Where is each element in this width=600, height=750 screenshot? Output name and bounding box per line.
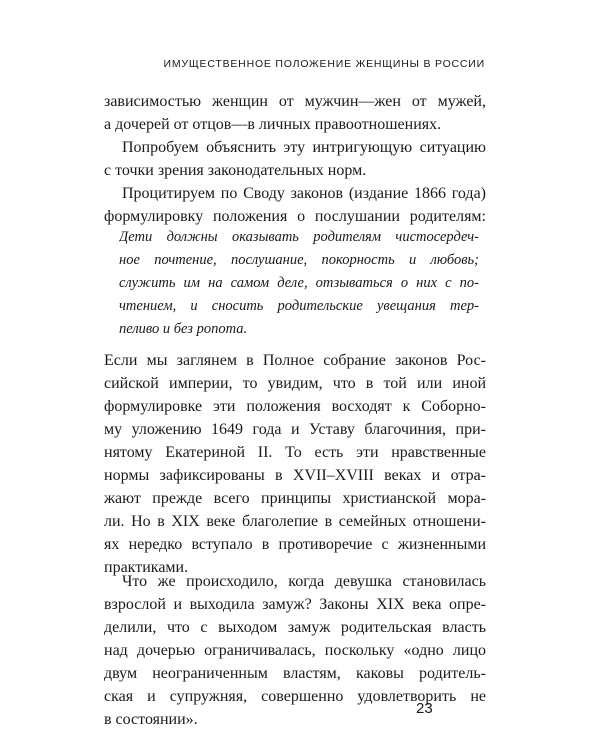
text-line: формулировке эти положения восходят к Соборно- [104,398,486,415]
text-line: в состоянии». [104,711,198,728]
quote-line: Дети должны оказывать родителям чистосердеч- [119,229,479,245]
quote-line: пеливо и без ропота. [119,321,248,337]
text-line: зависимостью женщин от мужчин—жен от мужей, [104,93,486,110]
quote-line: служить им на самом деле, отзываться о них с по- [119,275,479,291]
text-line: ях нередко вступало в противоречие с жизненными [104,536,486,553]
text-line: двум неограниченным властям, каковы родитель- [104,665,486,682]
text-line: практиками. [104,559,189,576]
quote-line: ное почтение, послушание, покорность и любовь; [119,252,479,268]
text-line: с точки зрения законодательных норм. [104,162,367,179]
quote-line: чтением, и сносить родительские увещания тер- [119,298,479,314]
paragraph-block-2 [104,349,486,579]
text-line: му уложению 1649 года и Уставу благочиния, при- [104,421,486,438]
text-line: взрослой и выходила замуж? Законы XIX века опре- [104,596,486,613]
quotation-block [119,226,479,341]
text-line: Процитируем по Своду законов (издание 1866 года) [122,185,486,202]
text-line: нормы зафиксированы в XVII–XVIII веках и отра- [104,467,486,484]
running-header: ИМУЩЕСТВЕННОЕ ПОЛОЖЕНИЕ ЖЕНЩИНЫ В РОССИИ [163,58,485,70]
text-line: над дочерью ограничивалась, поскольку «одно лицо [104,642,486,659]
text-line: Попробуем объяснить эту интригующую ситуацию [122,139,486,156]
text-line: делили, что с выходом замуж родительская власть [104,619,486,636]
paragraph-block-1 [104,90,486,228]
text-line: Если мы заглянем в Полное собрание законов Рос- [104,352,486,369]
text-line: жают прежде всего принципы христианской мора- [104,490,486,507]
text-line: нятому Екатериной II. То есть эти нравственные [104,444,486,461]
text-line: сийской империи, то увидим, что в той или иной [104,375,486,392]
text-line: а дочерей от отцов—в личных правоотношениях. [104,116,442,133]
text-line: ская и супружняя, совершенно удовлетворить не [104,688,486,705]
text-line: Что же происходило, когда девушка становилась [122,573,486,590]
page-number: 23 [416,700,433,717]
text-line: формулировку положения о послушании родителям: [104,208,486,225]
text-line: ли. Но в XIX веке благолепие в семейных отношени- [104,513,486,530]
